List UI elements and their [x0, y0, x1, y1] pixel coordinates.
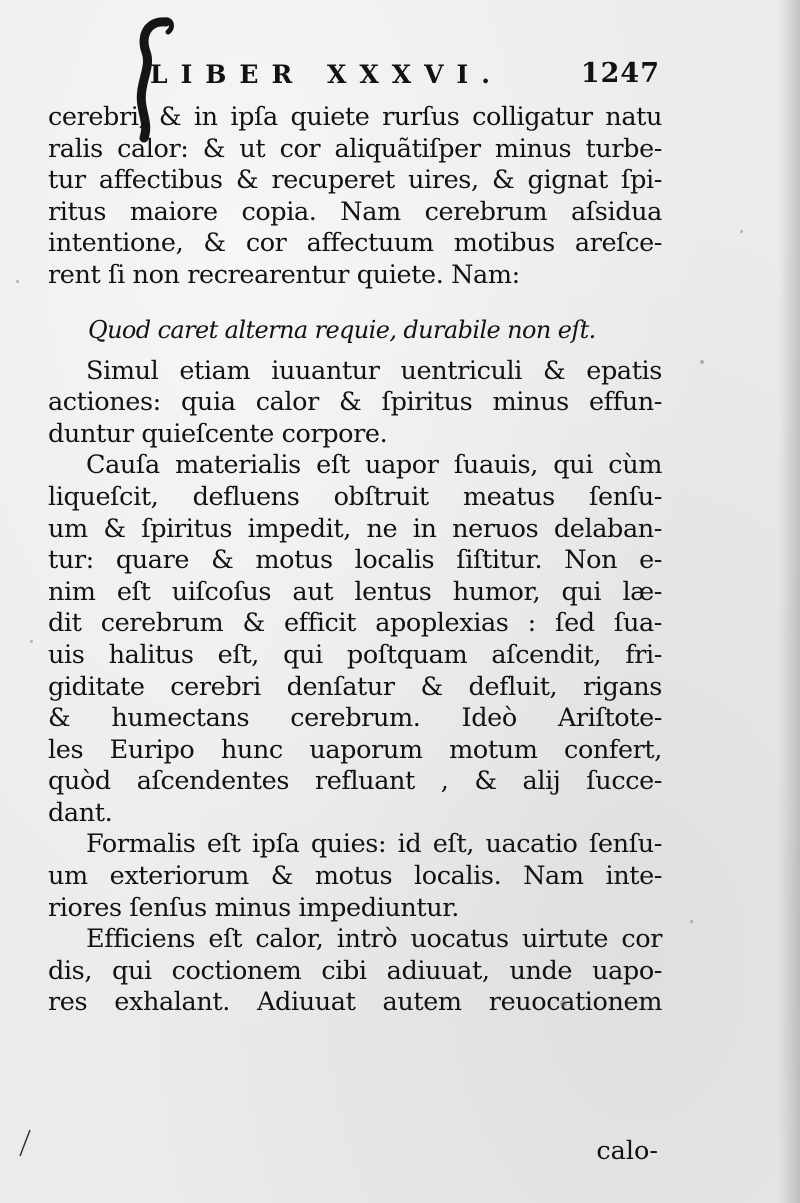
text-line: dit cerebrum & efficit apoplexias : ſed ſua- — [48, 608, 662, 639]
text-line: & humectans cerebrum. Ideò Ariſtote- — [48, 703, 662, 734]
text-line: actiones: quia calor & ſpiritus minus effun- — [48, 387, 662, 418]
paragraph-block-1 — [48, 102, 662, 292]
ink-speck — [30, 640, 33, 643]
text-line: dis, qui coctionem cibi adiuuat, unde uapo- — [48, 955, 662, 986]
text-line: ritus maiore copia. Nam cerebrum aſsidua — [48, 196, 662, 227]
page-gutter-shadow — [778, 0, 800, 1203]
text-line: quòd aſcendentes refluant , & alij ſucce- — [48, 766, 662, 797]
text-line: duntur quieſcente corpore. — [48, 418, 388, 449]
text-line: tur affectibus & recuperet uires, & gignat ſpi- — [48, 165, 662, 196]
text-block — [48, 102, 662, 1019]
text-line: Formalis eſt ipſa quies: id eſt, uacatio ſenſu- — [86, 829, 662, 860]
margin-stroke-icon — [18, 1128, 32, 1158]
ink-speck — [560, 1000, 567, 1007]
text-line: dant. — [48, 797, 113, 828]
text-line: intentione, & cor affectuum motibus areſce- — [48, 228, 662, 259]
running-head: LIBER XXXVI. — [150, 60, 503, 89]
text-line: giditate cerebri denſatur & defluit, rigans — [48, 671, 662, 702]
paragraph-block-2 — [48, 356, 662, 1019]
text-line: cerebri, & in ipſa quiete rurſus colligatur natu — [48, 102, 662, 132]
catchword: calo- — [596, 1136, 658, 1166]
text-line: rent ſi non recrearentur quiete. Nam: — [48, 259, 520, 290]
text-line: res exhalant. Adiuuat autem reuocationem — [48, 987, 662, 1018]
text-line: Cauſa materialis eſt uapor ſuauis, qui cùm — [86, 450, 662, 481]
text-line: nim eſt uiſcoſus aut lentus humor, qui læ- — [48, 576, 662, 607]
text-line: Simul etiam iuuantur uentriculi & epatis — [86, 355, 662, 386]
ink-speck — [700, 360, 704, 364]
ink-speck — [690, 920, 693, 923]
page-number: 1247 — [580, 58, 660, 89]
text-line: um & ſpiritus impedit, ne in neruos delaban- — [48, 513, 662, 544]
ink-speck — [740, 230, 743, 233]
text-line: um exteriorum & motus localis. Nam inte- — [48, 861, 662, 892]
verse-quotation: Quod caret alterna requie, durabile non eſt. — [88, 315, 596, 344]
text-line: les Euripo hunc uaporum motum confert, — [48, 734, 662, 765]
text-line: Efficiens eſt calor, intrò uocatus uirtute cor — [86, 924, 662, 955]
page-header — [150, 56, 660, 90]
text-line: liqueſcit, defluens obſtruit meatus ſenſu- — [48, 481, 662, 512]
text-line: riores ſenſus minus impediuntur. — [48, 892, 459, 923]
text-line: uis halitus eſt, qui poſtquam aſcendit, fri- — [48, 639, 662, 670]
ink-speck — [16, 280, 19, 283]
text-line: tur: quare & motus localis ſiſtitur. Non e- — [48, 545, 662, 576]
text-line: ralis calor: & ut cor aliquãtiſper minus turbe- — [48, 133, 662, 164]
